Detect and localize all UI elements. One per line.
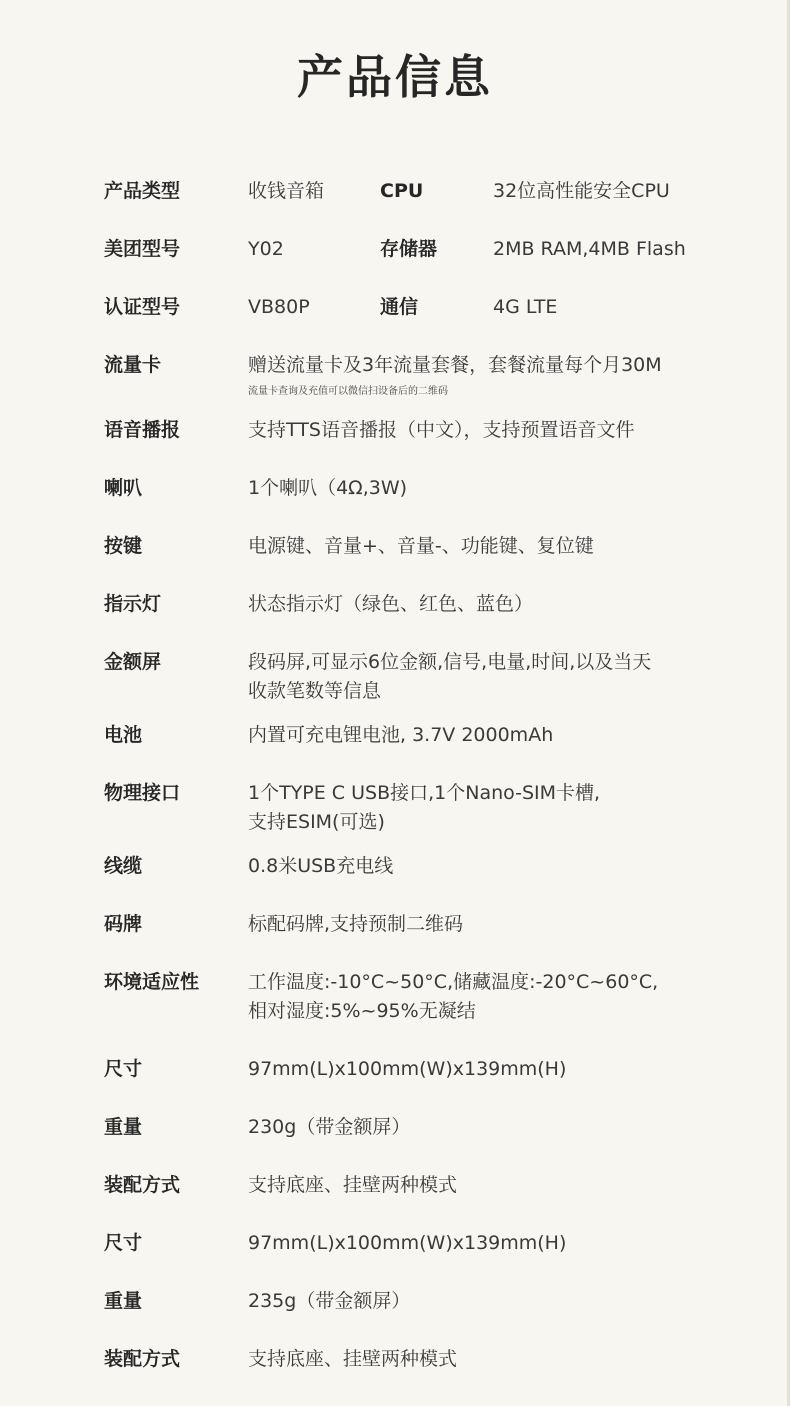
spec-value: 工作温度:-10°C~50°C,储藏温度:-20°C~60°C, xyxy=(248,971,659,993)
spec-label: 线缆 xyxy=(104,855,143,877)
spec-value-line2: 支持ESIM(可选) xyxy=(248,811,385,833)
spec-label: 重量 xyxy=(104,1290,143,1312)
spec-value-line2: 相对湿度:5%~95%无凝结 xyxy=(248,1000,476,1022)
spec-value: 1个TYPE C USB接口,1个Nano-SIM卡槽, xyxy=(248,782,601,804)
spec-value: 段码屏,可显示6位金额,信号,电量,时间,以及当天 xyxy=(248,651,652,673)
spec-label: 装配方式 xyxy=(104,1348,181,1370)
spec-value-secondary: 4G LTE xyxy=(493,296,558,318)
spec-value: 状态指示灯（绿色、红色、蓝色） xyxy=(248,593,534,615)
spec-label: 按键 xyxy=(104,535,143,557)
spec-value: 235g（带金额屏） xyxy=(248,1290,411,1312)
spec-value-secondary: 2MB RAM,4MB Flash xyxy=(493,238,686,260)
spec-value: 支持底座、挂壁两种模式 xyxy=(248,1348,458,1370)
spec-label-secondary: 存储器 xyxy=(380,238,438,260)
spec-note: 流量卡查询及充值可以微信扫设备后的二维码 xyxy=(248,386,448,397)
spec-label: 重量 xyxy=(104,1116,143,1138)
spec-label: 尺寸 xyxy=(104,1232,143,1254)
spec-value: 0.8米USB充电线 xyxy=(248,855,394,877)
spec-label-secondary: 通信 xyxy=(380,296,419,318)
spec-label: 喇叭 xyxy=(104,477,143,499)
spec-value: 标配码牌,支持预制二维码 xyxy=(248,913,464,935)
spec-label: 金额屏 xyxy=(104,651,162,673)
spec-label: 语音播报 xyxy=(104,419,181,441)
spec-label: 认证型号 xyxy=(104,296,181,318)
spec-value: 内置可充电锂电池, 3.7V 2000mAh xyxy=(248,724,554,746)
spec-value: 支持TTS语音播报（中文），支持预置语音文件 xyxy=(248,419,635,441)
spec-label: 环境适应性 xyxy=(104,971,200,993)
spec-value: VB80P xyxy=(248,296,310,318)
spec-value-secondary: 32位高性能安全CPU xyxy=(493,180,670,202)
spec-value: 97mm(L)x100mm(W)x139mm(H) xyxy=(248,1232,567,1254)
spec-label: 电池 xyxy=(104,724,143,746)
spec-label: 美团型号 xyxy=(104,238,181,260)
spec-label: 产品类型 xyxy=(104,180,181,202)
spec-value: Y02 xyxy=(248,238,284,260)
spec-label: 尺寸 xyxy=(104,1058,143,1080)
spec-label: 码牌 xyxy=(104,913,143,935)
spec-label: 物理接口 xyxy=(104,782,181,804)
spec-label-secondary: CPU xyxy=(380,180,424,202)
spec-value: 97mm(L)x100mm(W)x139mm(H) xyxy=(248,1058,567,1080)
spec-value: 1个喇叭（4Ω,3W) xyxy=(248,477,408,499)
spec-label: 指示灯 xyxy=(104,593,162,615)
page-title: 产品信息 xyxy=(297,50,493,104)
spec-value: 电源键、音量+、音量-、功能键、复位键 xyxy=(248,535,594,557)
spec-label: 装配方式 xyxy=(104,1174,181,1196)
spec-label: 流量卡 xyxy=(104,354,162,376)
spec-value: 支持底座、挂壁两种模式 xyxy=(248,1174,458,1196)
spec-value-line2: 收款笔数等信息 xyxy=(248,680,382,702)
spec-value: 230g（带金额屏） xyxy=(248,1116,411,1138)
spec-value: 收钱音箱 xyxy=(248,180,325,202)
spec-value: 赠送流量卡及3年流量套餐，套餐流量每个月30M xyxy=(248,354,662,376)
